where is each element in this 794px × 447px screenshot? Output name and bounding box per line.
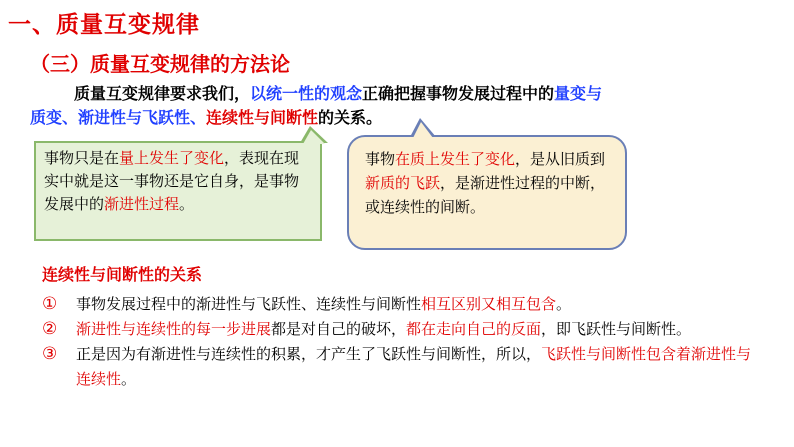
intro-text-1: 质量互变规律要求我们， bbox=[74, 84, 251, 103]
right-callout-highlight-2: 新质的飞跃 bbox=[365, 174, 441, 192]
intro-paragraph bbox=[30, 82, 780, 130]
right-callout-text-1: 事物 bbox=[365, 150, 396, 168]
point-number: ① bbox=[42, 294, 58, 314]
point-text: 正是因为有渐进性与连续性的积累，才产生了飞跃性与间断性，所以， bbox=[76, 345, 542, 363]
point-highlight: 飞跃性与间断性包含着渐进性与连续性 bbox=[76, 345, 752, 388]
point-highlight: 都在走向自己的反面 bbox=[406, 320, 542, 338]
point-text: 。 bbox=[556, 295, 572, 313]
intro-text-3: 的关系。 bbox=[318, 108, 383, 127]
relation-points-list bbox=[42, 292, 762, 392]
left-callout-text-1: 事物只是在 bbox=[44, 149, 120, 167]
point-number: ② bbox=[42, 319, 58, 339]
intro-text-2: 正确把握事物发展过程中的 bbox=[362, 84, 555, 103]
intro-highlight-continuity: 连续性与间断性 bbox=[206, 108, 319, 127]
left-callout-tail-fill bbox=[303, 130, 325, 144]
point-highlight: 渐进性与连续性的每一步进展 bbox=[76, 320, 272, 338]
left-callout-highlight-1: 量上发生了变化 bbox=[119, 149, 225, 167]
list-item bbox=[42, 292, 762, 317]
intro-highlight-quality: 质变、渐进性与飞跃性、 bbox=[30, 108, 207, 127]
left-callout-highlight-2: 渐进性过程 bbox=[104, 195, 180, 213]
right-callout-text-2: ，是从旧质到 bbox=[515, 150, 606, 168]
point-text: 事物发展过程中的渐进性与飞跃性、连续性与间断性 bbox=[76, 295, 422, 313]
point-text: 都是对自己的破坏， bbox=[271, 320, 407, 338]
point-text: ，即飞跃性与间断性。 bbox=[541, 320, 692, 338]
point-highlight: 相互区别又相互包含 bbox=[421, 295, 557, 313]
page-heading: 一、质量互变规律 bbox=[8, 12, 200, 38]
qualitative-change-callout bbox=[347, 135, 627, 250]
section-subheading: （三）质量互变规律的方法论 bbox=[30, 52, 290, 76]
right-callout-highlight-1: 在质上发生了变化 bbox=[395, 150, 516, 168]
left-callout-text-3: 。 bbox=[179, 195, 195, 213]
intro-highlight-unity: 以统一性的观念 bbox=[250, 84, 363, 103]
intro-highlight-quantity: 量变与 bbox=[554, 84, 603, 103]
list-item bbox=[42, 317, 762, 342]
point-text: 。 bbox=[121, 370, 137, 388]
right-callout-text-3: ，是渐进性过程的中断，或连续性的间断。 bbox=[365, 174, 606, 216]
list-item bbox=[42, 342, 762, 392]
right-callout-tail-fill bbox=[413, 122, 433, 138]
point-number: ③ bbox=[42, 344, 58, 364]
relation-section-title: 连续性与间断性的关系 bbox=[42, 265, 203, 284]
quantitative-change-callout bbox=[34, 141, 322, 241]
left-callout-text-2: ，表现在现实中就是这一事物还是它自身，是事物发展中的 bbox=[44, 149, 300, 213]
